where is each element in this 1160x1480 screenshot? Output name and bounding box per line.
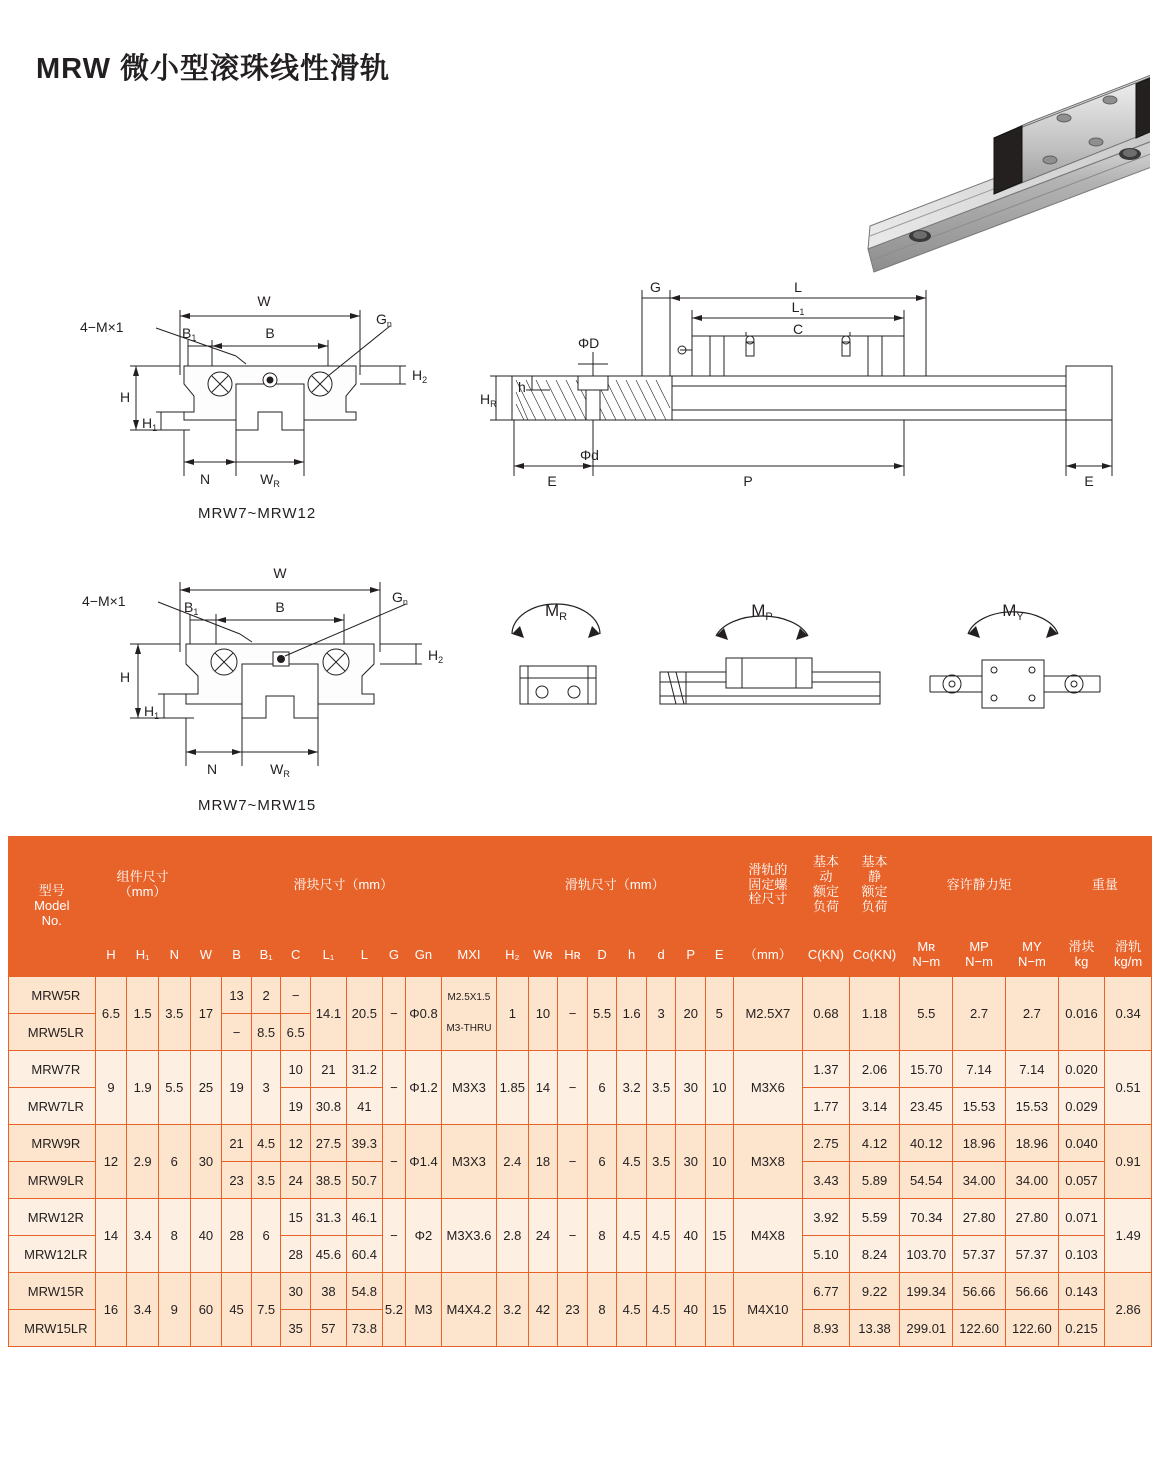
svg-text:H: H	[120, 669, 131, 685]
cell: −	[222, 1014, 252, 1051]
cell: 56.66	[1005, 1273, 1058, 1310]
cell: −	[281, 977, 311, 1014]
cell: 3.5	[646, 1125, 676, 1199]
cell: 0.91	[1105, 1125, 1152, 1199]
cell: 40	[190, 1199, 222, 1273]
th-sub-22: Co(KN)	[849, 934, 900, 977]
cell: 1.9	[127, 1051, 159, 1125]
cell: 4.5	[617, 1273, 647, 1347]
cell: 18.96	[1005, 1125, 1058, 1162]
cell: 30.8	[310, 1088, 346, 1125]
th-sta-l4: 负荷	[861, 898, 888, 914]
th-sub-8: L	[346, 934, 382, 977]
cell: 103.70	[900, 1236, 953, 1273]
cell: M4X10	[733, 1273, 803, 1347]
th-assembly-dim	[95, 837, 190, 934]
table-row	[9, 1051, 1152, 1088]
cell: −	[382, 1199, 405, 1273]
cell: 5.5	[587, 977, 617, 1051]
cell: 8.24	[849, 1236, 900, 1273]
th-sub-24: MP N−m	[953, 934, 1006, 977]
cell: 0.029	[1058, 1088, 1104, 1125]
svg-text:B1: $B_1$	[184, 599, 199, 617]
th-sub-21: C(KN)	[803, 934, 849, 977]
cell: MRW9LR	[9, 1162, 96, 1199]
th-sub-7: L₁	[310, 934, 346, 977]
cell: 4.5	[646, 1199, 676, 1273]
cell: 30	[676, 1125, 706, 1199]
cell: 54.8	[346, 1273, 382, 1310]
cell: −	[382, 1125, 405, 1199]
svg-text:L: L	[794, 280, 802, 295]
svg-text:W: W	[273, 565, 287, 581]
cell: 23.45	[900, 1088, 953, 1125]
cell: MRW5LR	[9, 1014, 96, 1051]
th-dyn-l3: 额定	[812, 884, 839, 899]
cell: Φ2	[406, 1199, 442, 1273]
cell: M2.5X1.5 M3-THRU	[441, 977, 496, 1051]
cell: M3X3.6	[441, 1199, 496, 1273]
svg-text:B1: $B_1$	[182, 325, 197, 343]
svg-text:4−M×1: 4−M×1	[80, 319, 124, 335]
cell: MRW12LR	[9, 1236, 96, 1273]
cell: 0.51	[1105, 1051, 1152, 1125]
cell: 0.143	[1058, 1273, 1104, 1310]
specification-table	[8, 836, 1152, 1347]
th-screw-l2: 固定螺	[748, 876, 788, 892]
cell: 6	[158, 1125, 190, 1199]
table-row	[9, 1199, 1152, 1236]
cell: 23	[558, 1273, 588, 1347]
th-sub-23: Mʀ N−m	[900, 934, 953, 977]
svg-text:MP: $M_P$	[751, 601, 773, 623]
cell: 15	[281, 1199, 311, 1236]
cell: 18.96	[953, 1125, 1006, 1162]
cell: 1.85	[496, 1051, 528, 1125]
th-sub-6: C	[281, 934, 311, 977]
cell: 4.5	[251, 1125, 281, 1162]
cell: 27.80	[953, 1199, 1006, 1236]
th-rail-dim: 滑轨尺寸（mm）	[496, 837, 733, 934]
cell: 5.10	[803, 1236, 849, 1273]
th-sub-17: d	[646, 934, 676, 977]
cell: 20	[676, 977, 706, 1051]
cell: 299.01	[900, 1310, 953, 1347]
cell: 12	[281, 1125, 311, 1162]
cell: 1.5	[127, 977, 159, 1051]
th-screw-l1: 滑轨的	[748, 861, 788, 877]
svg-text:H2: $H_2$	[428, 647, 444, 665]
cell: 4.12	[849, 1125, 900, 1162]
cell: 38	[310, 1273, 346, 1310]
svg-text:Gn: $G_n$	[376, 311, 392, 329]
svg-text:E: E	[547, 473, 557, 489]
th-dyn-l4: 负荷	[812, 898, 839, 914]
svg-text:N: N	[206, 761, 218, 777]
cell: 39.3	[346, 1125, 382, 1162]
page-title: MRW 微小型滚珠线性滑轨	[36, 53, 391, 85]
cell: 6	[251, 1199, 281, 1273]
cell: 31.3	[310, 1199, 346, 1236]
th-static-load	[849, 837, 900, 934]
cell: −	[558, 1125, 588, 1199]
th-moment: 容许静力矩	[900, 837, 1058, 934]
cell: 10	[706, 1125, 734, 1199]
cell: 13.38	[849, 1310, 900, 1347]
cell: MRW15R	[9, 1273, 96, 1310]
cell: 4.5	[646, 1273, 676, 1347]
cell: 0.103	[1058, 1236, 1104, 1273]
table-row	[9, 977, 1152, 1014]
th-model-l3: No.	[41, 912, 62, 928]
cell: 60	[190, 1273, 222, 1347]
cell: 10	[528, 977, 558, 1051]
cell: 54.54	[900, 1162, 953, 1199]
drawing-front-view-mrw7-12	[60, 280, 460, 540]
cell: 4.5	[617, 1199, 647, 1273]
svg-text:B: B	[275, 599, 285, 615]
svg-text:N: N	[199, 471, 211, 487]
svg-text:WR: $W_R$	[270, 761, 290, 779]
cell: 14	[528, 1051, 558, 1125]
cell: 9.22	[849, 1273, 900, 1310]
cell: 45.6	[310, 1236, 346, 1273]
cell: 50.7	[346, 1162, 382, 1199]
svg-text:H1: $H_1$	[142, 415, 158, 433]
svg-text:Gn: $G_n$	[392, 589, 408, 607]
cell: 3.5	[251, 1162, 281, 1199]
cell: 42	[528, 1273, 558, 1347]
cell: 2.7	[1005, 977, 1058, 1051]
th-weight: 重量	[1058, 837, 1151, 934]
cell: −	[558, 1199, 588, 1273]
cell: 8	[587, 1199, 617, 1273]
cell: 20.5	[346, 977, 382, 1051]
th-model-l2: Model	[34, 898, 70, 914]
cell: 34.00	[953, 1162, 1006, 1199]
cell: 0.057	[1058, 1162, 1104, 1199]
cell: 23	[222, 1162, 252, 1199]
cell: 28	[222, 1199, 252, 1273]
th-sub-2: N	[158, 934, 190, 977]
cell: 27.5	[310, 1125, 346, 1162]
svg-text:WR: $W_R$	[260, 471, 280, 489]
cell: 0.040	[1058, 1125, 1104, 1162]
svg-text:C: C	[792, 321, 804, 337]
cell: 3.92	[803, 1199, 849, 1236]
th-dyn-l2: 动	[819, 869, 833, 885]
cell: 3.5	[158, 977, 190, 1051]
cell: 2.75	[803, 1125, 849, 1162]
cell: 7.5	[251, 1273, 281, 1347]
cell: 3	[646, 977, 676, 1051]
cell: 24	[528, 1199, 558, 1273]
th-sub-5: B₁	[251, 934, 281, 977]
th-sta-l1: 基本	[861, 854, 888, 870]
cell: 73.8	[346, 1310, 382, 1347]
cell: 18	[528, 1125, 558, 1199]
cell: 3.2	[617, 1051, 647, 1125]
svg-text:4−M×1: 4−M×1	[82, 593, 126, 609]
th-sub-12: H₂	[496, 934, 528, 977]
cell: M3	[406, 1273, 442, 1347]
cell: 13	[222, 977, 252, 1014]
cell: 60.4	[346, 1236, 382, 1273]
cell: 5	[706, 977, 734, 1051]
svg-text:MR: $M_R$	[544, 601, 568, 623]
cell: 122.60	[1005, 1310, 1058, 1347]
cell: 70.34	[900, 1199, 953, 1236]
table-row	[9, 1273, 1152, 1310]
cell: 5.59	[849, 1199, 900, 1236]
cell: 21	[310, 1051, 346, 1088]
svg-text:P: P	[743, 473, 753, 489]
th-block-dim: 滑块尺寸（mm）	[190, 837, 496, 934]
cell: −	[558, 1051, 588, 1125]
table-row	[9, 1125, 1152, 1162]
cell: 0.215	[1058, 1310, 1104, 1347]
cell: 6	[587, 1051, 617, 1125]
svg-text:G: G	[650, 280, 661, 295]
cell: 25	[190, 1051, 222, 1125]
drawing-b-caption: MRW7~MRW15	[198, 797, 317, 814]
cell: 3.5	[646, 1051, 676, 1125]
th-model-l1: 型号	[38, 883, 65, 899]
cell: 0.020	[1058, 1051, 1104, 1088]
cell: 7.14	[1005, 1051, 1058, 1088]
cell: 19	[281, 1088, 311, 1125]
cell: Φ1.4	[406, 1125, 442, 1199]
cell: 0.016	[1058, 977, 1104, 1051]
th-assembly-l2: （mm）	[118, 884, 167, 899]
cell: 2.86	[1105, 1273, 1152, 1347]
cell: MRW15LR	[9, 1310, 96, 1347]
th-sub-3: W	[190, 934, 222, 977]
drawing-a-caption: MRW7~MRW12	[198, 505, 317, 522]
svg-text:B: B	[265, 325, 275, 341]
cell: 56.66	[953, 1273, 1006, 1310]
th-screw	[733, 837, 803, 934]
cell: 16	[95, 1273, 127, 1347]
cell: 10	[281, 1051, 311, 1088]
cell: 38.5	[310, 1162, 346, 1199]
cell: 15	[706, 1273, 734, 1347]
cell: −	[382, 977, 405, 1051]
th-sub-15: D	[587, 934, 617, 977]
cell: 1	[496, 977, 528, 1051]
cell: 2.06	[849, 1051, 900, 1088]
cell: 30	[190, 1125, 222, 1199]
th-assembly-l1: 组件尺寸	[116, 869, 169, 885]
cell: 2.8	[496, 1199, 528, 1273]
cell: 15.53	[953, 1088, 1006, 1125]
cell: M2.5X7	[733, 977, 803, 1051]
cell: 8	[587, 1273, 617, 1347]
cell: 1.49	[1105, 1199, 1152, 1273]
cell: 7.14	[953, 1051, 1006, 1088]
drawing-front-view-mrw7-15	[70, 560, 470, 820]
th-sub-16: h	[617, 934, 647, 977]
cell: 9	[95, 1051, 127, 1125]
cell: 30	[676, 1051, 706, 1125]
cell: 57	[310, 1310, 346, 1347]
cell: 5.89	[849, 1162, 900, 1199]
th-sub-11: MXI	[441, 934, 496, 977]
svg-text:ΦD: ΦD	[578, 335, 600, 351]
cell: −	[382, 1051, 405, 1125]
cell: 15	[706, 1199, 734, 1273]
drawing-side-section-view	[470, 280, 1130, 510]
cell: Φ0.8	[406, 977, 442, 1051]
cell: 0.34	[1105, 977, 1152, 1051]
cell: −	[558, 977, 588, 1051]
cell: 0.071	[1058, 1199, 1104, 1236]
product-photo	[470, 14, 1150, 284]
th-sub-27: 滑轨 kg/m	[1105, 934, 1152, 977]
cell: 1.18	[849, 977, 900, 1051]
th-sta-l2: 静	[868, 869, 882, 885]
cell: 31.2	[346, 1051, 382, 1088]
cell: 40	[676, 1199, 706, 1273]
cell: M3X3	[441, 1125, 496, 1199]
cell: 40.12	[900, 1125, 953, 1162]
svg-text:H2: $H_2$	[412, 367, 428, 385]
cell: MRW12R	[9, 1199, 96, 1236]
cell: 1.6	[617, 977, 647, 1051]
cell: 9	[158, 1273, 190, 1347]
cell: 41	[346, 1088, 382, 1125]
svg-text:h: h	[518, 379, 526, 395]
cell: 27.80	[1005, 1199, 1058, 1236]
cell: 28	[281, 1236, 311, 1273]
cell: MRW9R	[9, 1125, 96, 1162]
cell: 1.77	[803, 1088, 849, 1125]
th-dynamic-load	[803, 837, 849, 934]
cell: 0.68	[803, 977, 849, 1051]
cell: 2.7	[953, 977, 1006, 1051]
svg-text:MY: $M_Y$	[1002, 601, 1024, 623]
cell: 3.4	[127, 1199, 159, 1273]
drawing-moment-diagrams	[490, 590, 1130, 770]
th-screw-l3: 栓尺寸	[748, 891, 788, 907]
cell: 3.14	[849, 1088, 900, 1125]
th-sub-0: H	[95, 934, 127, 977]
cell: 3.2	[496, 1273, 528, 1347]
cell: 1.37	[803, 1051, 849, 1088]
cell: M4X8	[733, 1199, 803, 1273]
cell: 2.4	[496, 1125, 528, 1199]
cell: 8.93	[803, 1310, 849, 1347]
cell: 46.1	[346, 1199, 382, 1236]
th-sub-9: G	[382, 934, 405, 977]
cell: 5.2	[382, 1273, 405, 1347]
cell: 3.4	[127, 1273, 159, 1347]
cell: 5.5	[900, 977, 953, 1051]
cell: 57.37	[1005, 1236, 1058, 1273]
cell: 24	[281, 1162, 311, 1199]
cell: M3X3	[441, 1051, 496, 1125]
cell: 10	[706, 1051, 734, 1125]
cell: 6.5	[95, 977, 127, 1051]
svg-text:W: W	[257, 293, 271, 309]
cell: 3	[251, 1051, 281, 1125]
cell: 6.5	[281, 1014, 311, 1051]
th-sub-13: Wʀ	[528, 934, 558, 977]
cell: 21	[222, 1125, 252, 1162]
cell: 2	[251, 977, 281, 1014]
svg-text:E: E	[1084, 473, 1094, 489]
cell: 122.60	[953, 1310, 1006, 1347]
cell: 45	[222, 1273, 252, 1347]
cell: 8	[158, 1199, 190, 1273]
cell: 8.5	[251, 1014, 281, 1051]
th-model	[9, 837, 96, 977]
th-sub-19: E	[706, 934, 734, 977]
cell: 5.5	[158, 1051, 190, 1125]
th-sub-10: Gn	[406, 934, 442, 977]
cell: 35	[281, 1310, 311, 1347]
cell: MRW5R	[9, 977, 96, 1014]
cell: 34.00	[1005, 1162, 1058, 1199]
th-sub-18: P	[676, 934, 706, 977]
cell: 15.70	[900, 1051, 953, 1088]
cell: M3X6	[733, 1051, 803, 1125]
cell: 6	[587, 1125, 617, 1199]
th-sub-26: 滑块 kg	[1058, 934, 1104, 977]
cell: Φ1.2	[406, 1051, 442, 1125]
svg-text:H1: $H_1$	[144, 703, 160, 721]
cell: 40	[676, 1273, 706, 1347]
cell: 15.53	[1005, 1088, 1058, 1125]
cell: 6.77	[803, 1273, 849, 1310]
cell: 57.37	[953, 1236, 1006, 1273]
th-sub-1: H₁	[127, 934, 159, 977]
cell: 19	[222, 1051, 252, 1125]
svg-text:HR: $H_R$	[480, 391, 497, 409]
cell: 14	[95, 1199, 127, 1273]
cell: 2.9	[127, 1125, 159, 1199]
cell: M3X8	[733, 1125, 803, 1199]
svg-text:Φd: Φd	[580, 447, 599, 463]
cell: 30	[281, 1273, 311, 1310]
th-sub-4: B	[222, 934, 252, 977]
svg-text:H: H	[120, 389, 131, 405]
cell: 3.43	[803, 1162, 849, 1199]
cell: MRW7R	[9, 1051, 96, 1088]
th-sta-l3: 额定	[861, 884, 888, 899]
th-sub-25: MY N−m	[1005, 934, 1058, 977]
cell: MRW7LR	[9, 1088, 96, 1125]
cell: M4X4.2	[441, 1273, 496, 1347]
th-dyn-l1: 基本	[812, 854, 839, 870]
cell: 4.5	[617, 1125, 647, 1199]
th-sub-20: （mm）	[733, 934, 803, 977]
th-sub-14: Hʀ	[558, 934, 588, 977]
cell: 199.34	[900, 1273, 953, 1310]
cell: 14.1	[310, 977, 346, 1051]
cell: 12	[95, 1125, 127, 1199]
svg-text:L1: $L_1$	[791, 299, 805, 317]
cell: 17	[190, 977, 222, 1051]
